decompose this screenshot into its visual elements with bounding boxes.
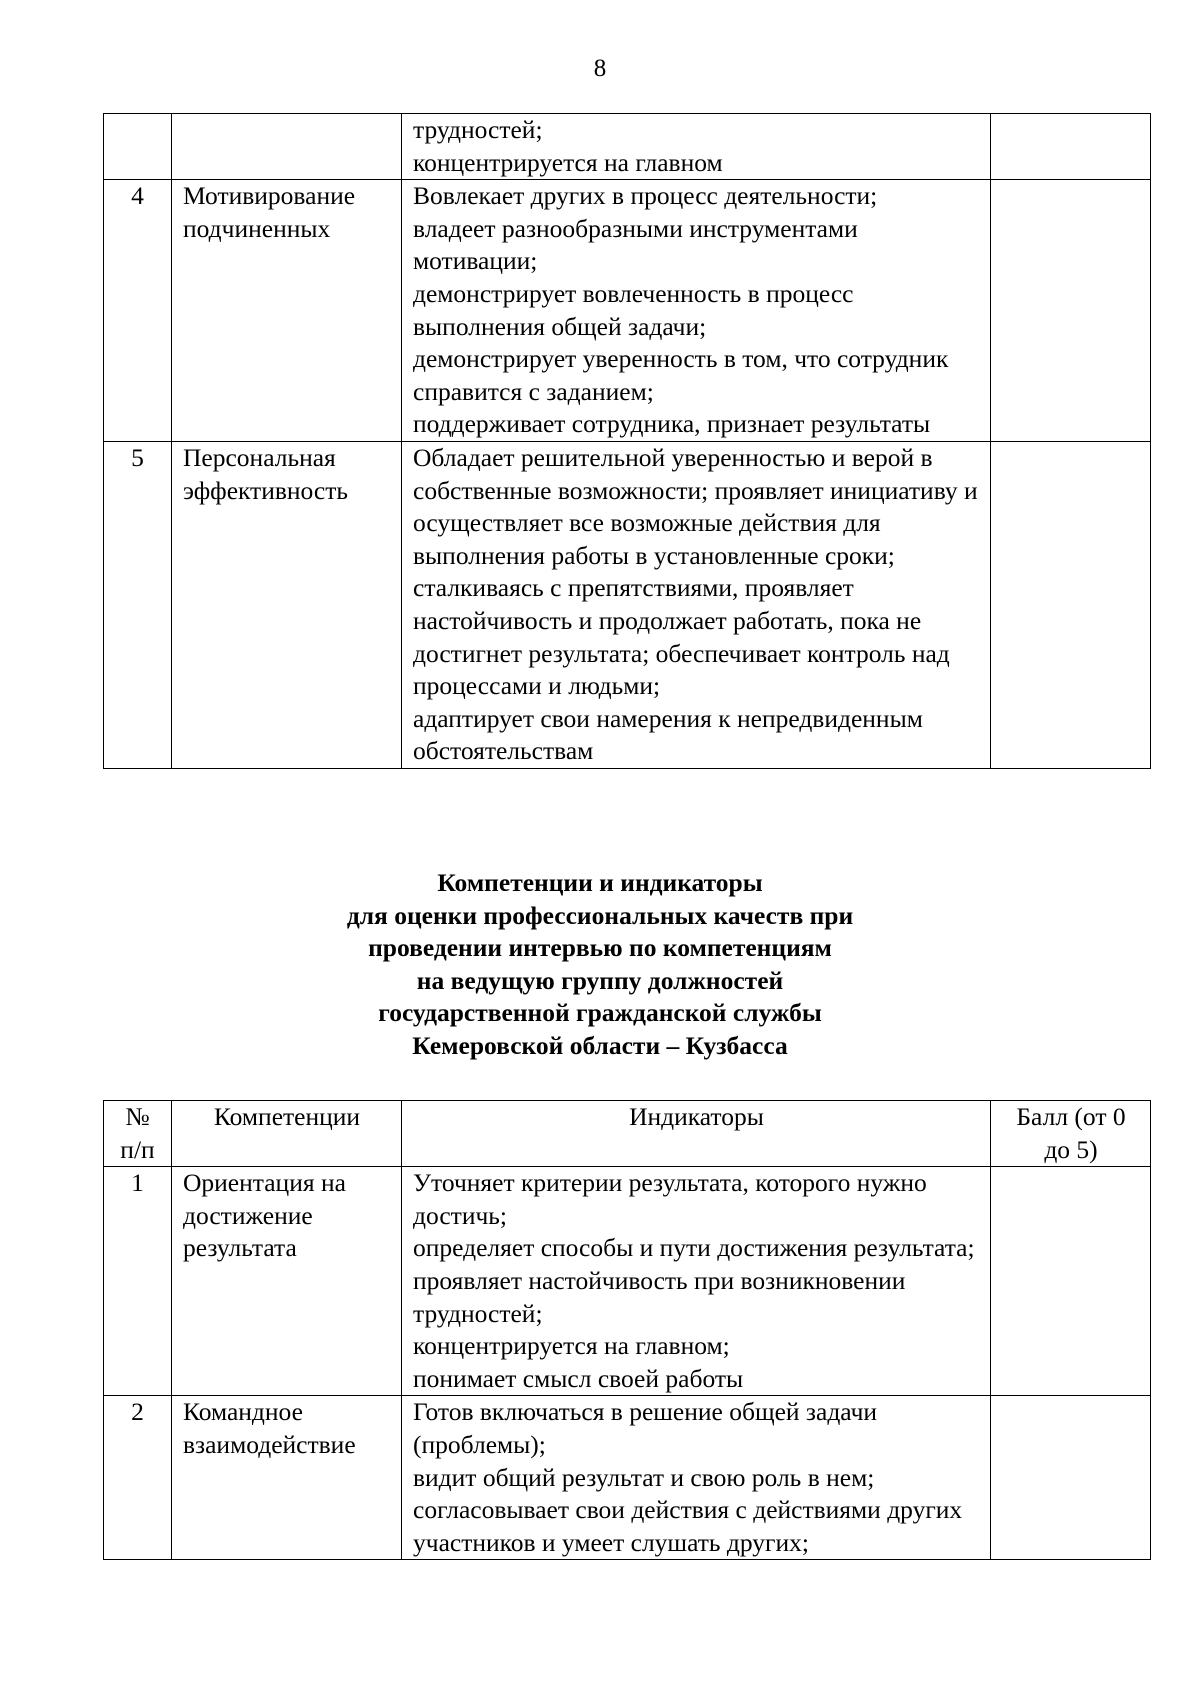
- competency-cell: [172, 114, 402, 180]
- header-indicators: Индикаторы: [402, 1101, 991, 1167]
- competency-cell: Мотивирование подчиненных: [172, 180, 402, 442]
- heading-line: государственной гражданской службы: [378, 998, 822, 1028]
- row-number-cell: 1: [104, 1167, 172, 1396]
- header-number: № п/п: [104, 1101, 172, 1167]
- indicators-cell: Готов включаться в решение общей задачи (проблемы); видит общий результат и свою роль в нем; согласовывает свои действия с действиями других участников и умеет слушать других;: [402, 1396, 991, 1560]
- header-score: Балл (от 0 до 5): [991, 1101, 1151, 1167]
- score-cell: [991, 1396, 1151, 1560]
- competency-table-continued: [103, 113, 1151, 769]
- table-row: [104, 180, 1151, 442]
- competency-cell: Персональная эффективность: [172, 441, 402, 768]
- table-row: [104, 441, 1151, 768]
- competency-table: [103, 1100, 1151, 1560]
- indicators-cell: Обладает решительной уверенностью и верой в собственные возможности; проявляет инициативу и осуществляет все возможные действия для выполнения работы в установленные сроки; сталкиваясь с препятствиями, проявляет настойчивость и продолжает работать, пока не достигнет результата; обеспечивает контроль над процессами и людьми; адаптирует свои намерения к непредвиденным обстоятельствам: [402, 441, 991, 768]
- score-cell: [991, 441, 1151, 768]
- heading-line: на ведущую группу должностей: [416, 965, 784, 995]
- table-header-row: [104, 1101, 1151, 1167]
- section-heading: [0, 867, 1200, 1063]
- score-cell: [991, 1167, 1151, 1396]
- table-row: [104, 114, 1151, 180]
- score-cell: [991, 114, 1151, 180]
- page-number: 8: [593, 55, 607, 82]
- row-number-cell: 4: [104, 180, 172, 442]
- table-row: [104, 1167, 1151, 1396]
- competency-cell: Командное взаимодействие: [172, 1396, 402, 1560]
- indicators-cell: Уточняет критерии результата, которого нужно достичь; определяет способы и пути достижения результата; проявляет настойчивость при возникновении трудностей; концентрируется на главном; понимает смысл своей работы: [402, 1167, 991, 1396]
- heading-line: Кемеровской области – Кузбасса: [412, 1030, 788, 1060]
- table-row: [104, 1396, 1151, 1560]
- indicators-cell: трудностей; концентрируется на главном: [402, 114, 991, 180]
- row-number-cell: 5: [104, 441, 172, 768]
- indicators-cell: Вовлекает других в процесс деятельности; владеет разнообразными инструментами мотивации; демонстрирует вовлеченность в процесс выполнения общей задачи; демонстрирует уверенность в том, что сотрудник справится с заданием; поддерживает сотрудника, признает результаты: [402, 180, 991, 442]
- row-number-cell: 2: [104, 1396, 172, 1560]
- heading-line: проведении интервью по компетенциям: [368, 933, 832, 963]
- heading-line: Компетенции и индикаторы: [437, 868, 763, 897]
- heading-line: для оценки профессиональных качеств при: [346, 900, 854, 930]
- header-competency: Компетенции: [172, 1101, 402, 1167]
- score-cell: [991, 180, 1151, 442]
- row-number-cell: [104, 114, 172, 180]
- competency-cell: Ориентация на достижение результата: [172, 1167, 402, 1396]
